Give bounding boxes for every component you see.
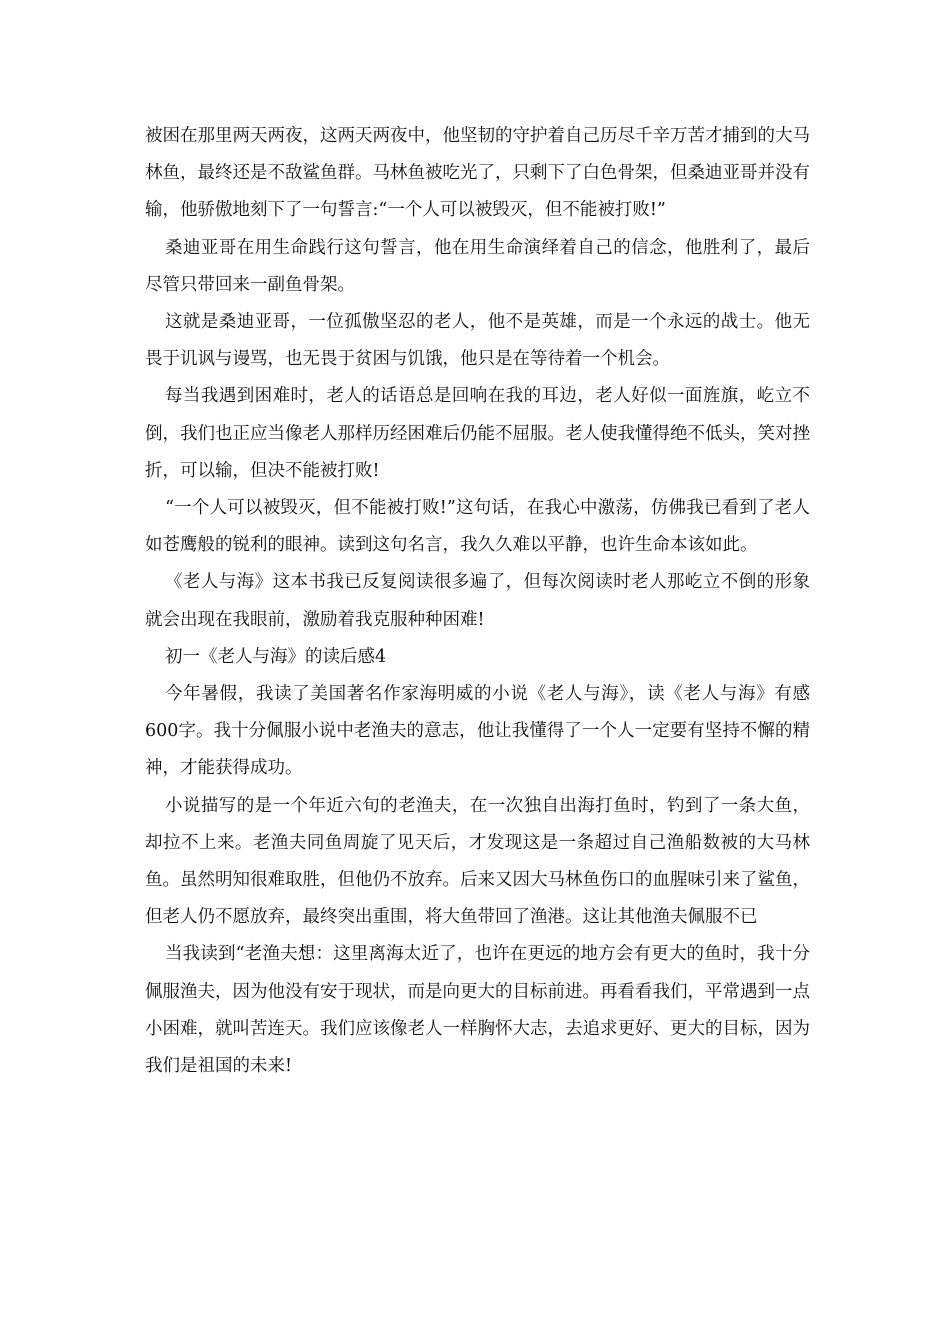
paragraph: 小说描写的是一个年近六旬的老渔夫，在一次独自出海打鱼时，钓到了一条大鱼，却拉不上来。老渔夫同鱼周旋了见天后，才发现这是一条超过自己渔船数被的大马林鱼。虽然明知很难取胜，但他仍不放弃。后来又因大马林鱼伤口的血腥味引来了鲨鱼，但老人仍不愿放弃，最终突出重围，将大鱼带回了渔港。这让其他渔夫佩服不已 [145, 795, 810, 928]
paragraph: 《老人与海》这本书我已反复阅读很多遍了，但每次阅读时老人那屹立不倒的形象就会出现在我眼前，激励着我克服种种困难! [145, 572, 810, 630]
document-body [145, 118, 810, 1085]
paragraph: 每当我遇到困难时，老人的话语总是回响在我的耳边，老人好似一面旌旗，屹立不倒，我们也正应当像老人那样历经困难后仍能不屈服。老人使我懂得绝不低头，笑对挫折，可以输，但决不能被打败! [145, 386, 810, 481]
paragraph: 这就是桑迪亚哥，一位孤傲坚忍的老人，他不是英雄，而是一个永远的战士。他无畏于讥讽与谩骂，也无畏于贫困与饥饿，他只是在等待着一个机会。 [145, 312, 810, 370]
paragraph: 被困在那里两天两夜，这两天两夜中，他坚韧的守护着自己历尽千辛万苦才捕到的大马林鱼，最终还是不敌鲨鱼群。马林鱼被吃光了，只剩下了白色骨架，但桑迪亚哥并没有输，他骄傲地刻下了一句誓言:“一个人可以被毁灭，但不能被打败!” [145, 126, 810, 221]
paragraph: 桑迪亚哥在用生命践行这句誓言，他在用生命演绎着自己的信念，他胜利了，最后尽管只带回来一副鱼骨架。 [145, 237, 810, 295]
paragraph: 当我读到“老渔夫想：这里离海太近了，也许在更远的地方会有更大的鱼时，我十分佩服渔夫，因为他没有安于现状，而是向更大的目标前进。再看看我们，平常遇到一点小困难，就叫苦连天。我们应该像老人一样胸怀大志，去追求更好、更大的目标，因为我们是祖国的未来! [145, 944, 810, 1077]
section-heading: 初一《老人与海》的读后感4 [165, 646, 387, 667]
paragraph: “一个人可以被毁灭，但不能被打败!”这句话，在我心中激荡，仿佛我已看到了老人如苍鹰般的锐利的眼神。读到这句名言，我久久难以平静，也许生命本该如此。 [145, 498, 810, 556]
paragraph: 今年暑假，我读了美国著名作家海明威的小说《老人与海》，读《老人与海》有感600字。我十分佩服小说中老渔夫的意志，他让我懂得了一个人一定要有坚持不懈的精神，才能获得成功。 [145, 684, 810, 779]
